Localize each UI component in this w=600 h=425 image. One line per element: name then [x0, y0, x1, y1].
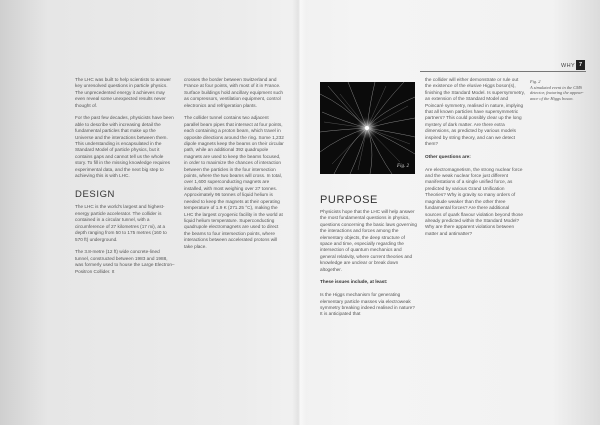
book-gutter: [292, 0, 306, 425]
figure-caption: [530, 79, 586, 101]
column-2: [184, 77, 284, 250]
caption-line: Fig. 2: [530, 79, 541, 84]
purpose-heading: PURPOSE: [320, 194, 378, 206]
column-3: [320, 194, 418, 318]
intro-paragraph: The LHC was built to help scientists to answer key unresolved questions in particle physics. The unprecedented energy it achieves may even reveal some unexpected results never thought of.: [75, 77, 171, 108]
caption-line: A simulated event in the CMS: [530, 84, 582, 90]
particle-event-image: [320, 82, 415, 174]
purpose-paragraph: Physicists hope that the LHC will help answer the most fundamental questions in physics, questions concerning the basic laws governing the interactions and forces among the elementary objects, the deep structure of space and time, especially regarding the intersection of quantum mechanics and general relativity, where current theories and knowledge are unclear or break down altogether.: [320, 209, 417, 272]
caption-line: ance of the Higgs boson.: [530, 95, 574, 101]
header-rule: [420, 71, 586, 72]
border-paragraph: crosses the border between Switzerland and France at four points, with most of it in France. Surface buildings hold ancillary equipment such as compressors, ventilation equipment, control electronics and refrigeration plants.: [184, 77, 284, 108]
caption-line: detector, featuring the appear-: [530, 90, 584, 96]
history-paragraph: For the past few decades, physicists have been able to describe with increasing detail the fundamental particles that make up the Universe and the interactions between them. This understanding is encapsulated in the Standard Model of particle physics, but it contains gaps and cannot tell us the whole story. To fill in the missing knowledge requires experimental data, and the next big step to achieving this is with LHC.: [75, 115, 174, 179]
column-4: [425, 77, 525, 237]
higgs-paragraph: the collider will either demonstrate or rule out the existence of the elusive Higgs boson(s), finishing the Standard Model. Is supersymmetry, an extension of the Standard Model and Poincaré symmetry, realised in nature, implying that all known particles have supersymmetric partners? This could possibly clear up the long mystery of dark matter. Are there extra dimensions, as predicted by various models inspired by string theory, and can we detect them?: [425, 77, 525, 147]
page-number: 7: [576, 60, 585, 70]
figure-label: Fig. 2: [397, 164, 409, 169]
issues-paragraph: Is the Higgs mechanism for generating elementary particle masses via electroweak symmetry breaking indeed realised in nature? It is anticipated that: [320, 292, 415, 317]
other-questions-paragraph: Are electromagnetism, the strong nuclear force and the weak nuclear force just different manifestations of a single unified force, as predicted by various Grand Unification Theories? Why is gravity so many orders of magnitude weaker than the other three fundamental forces? Are there additional sources of quark flavour violation beyond those already predicted within the Standard Model? Why are there apparent violations between matter and antimatter?: [425, 166, 523, 236]
design-heading: DESIGN: [75, 189, 116, 201]
column-1: [75, 77, 175, 275]
tunnel-paragraph: The collider tunnel contains two adjacent parallel beam pipes that intersect at four points, each containing a proton beam, which travel in opposite directions around the ring. Some 1,232 dipole magnets keep the beams on their circular path, while an additional 392 quadrupole magnets are used to keep the beams focused, in order to maximize the chances of interaction between the particles in the four intersection points, where the two beams will cross. In total, over 1,600 superconducting magnets are installed, with most weighing over 27 tonnes. Approximately 96 tonnes of liquid helium is needed to keep the magnets at their operating temperature of 1.9 K (271.25 °C), making the LHC the largest cryogenic facility in the world at liquid helium temperature. Superconducting quadrupole electromagnets are used to direct the beams to four intersection points, where interactions between accelerated protons will take place.: [184, 115, 284, 249]
other-questions-heading: Other questions are:: [425, 153, 471, 159]
section-label: WHY: [561, 63, 576, 69]
particle-tracks-graphic: [320, 82, 415, 174]
issues-heading: These issues include, at least:: [320, 279, 388, 285]
design-paragraph-2: The 3.8-metre (12 ft) wide concrete-lined tunnel, constructed between 1983 and 1988, was formerly used to house the Large Electron–Positron Collider. It: [75, 249, 175, 274]
design-paragraph-1: The LHC is the world's largest and highest-energy particle accelerator. The collider is contained in a circular tunnel, with a circumference of 27 kilometres (17 mi), at a depth ranging from 50 to 175 metres (160 to 570 ft) underground.: [75, 204, 167, 242]
